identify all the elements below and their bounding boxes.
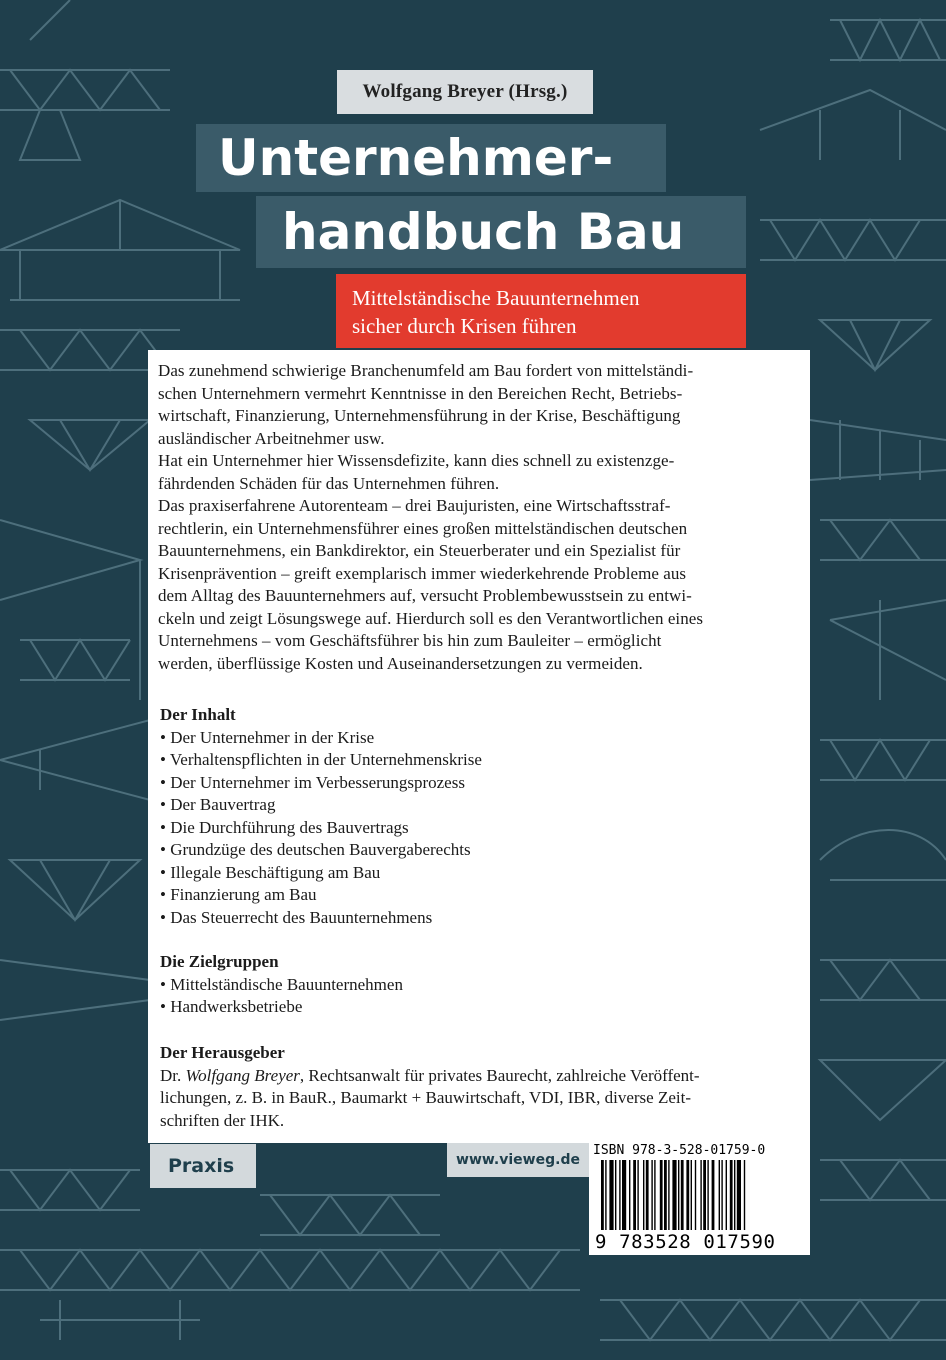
barcode-bar — [686, 1160, 689, 1230]
barcode-bar — [601, 1160, 604, 1230]
intro-line: Bauunternehmens, ein Bankdirektor, ein Steuerberater und ein Spezialist für — [158, 541, 681, 560]
intro-line: wirtschaft, Finanzierung, Unternehmensführung in der Krise, Beschäftigung — [158, 406, 681, 425]
barcode-bar — [637, 1160, 638, 1230]
barcode-bar — [654, 1160, 655, 1230]
barcode-digits: 9 783528 017590 — [595, 1231, 776, 1253]
editor-prefix: Dr. — [160, 1065, 186, 1085]
intro-line: Krisenprävention – greift exemplarisch immer wiederkehrende Probleme aus — [158, 563, 687, 583]
barcode-bar — [730, 1160, 733, 1230]
barcode-bar — [726, 1160, 727, 1230]
subtitle-line-1: Mittelständische Bauunternehmen — [352, 286, 640, 310]
intro-line: schen Unternehmern vermehrt Kenntnisse in den Bereichen Recht, Betriebs- — [158, 383, 683, 403]
barcode-bar — [668, 1160, 669, 1230]
barcode-bar — [664, 1160, 667, 1230]
barcode-bar — [703, 1160, 706, 1230]
audience-section — [160, 951, 800, 1019]
barcode-bar — [633, 1160, 636, 1230]
website-label: www.vieweg.de — [447, 1143, 589, 1177]
series-label: Praxis — [150, 1144, 256, 1188]
editor-desc: , Rechtsanwalt für privates Baurecht, zahlreiche Veröffent- — [299, 1065, 700, 1085]
barcode-bar — [744, 1160, 745, 1230]
barcode-bar — [734, 1160, 735, 1230]
contents-item: • Der Unternehmer im Verbesserungsprozess — [160, 772, 800, 795]
barcode-bar — [707, 1160, 708, 1230]
contents-section — [160, 704, 800, 929]
title-line-2: handbuch Bau — [256, 196, 746, 268]
barcode — [593, 1160, 805, 1234]
barcode-bar — [719, 1160, 720, 1230]
contents-item: • Der Unternehmer in der Krise — [160, 727, 800, 750]
contents-item: • Verhaltenspflichten in der Unternehmenskrise — [160, 749, 800, 772]
publisher-editor-heading: Der Herausgeber — [160, 1043, 285, 1062]
barcode-bar — [609, 1160, 613, 1230]
intro-line: dem Alltag des Bauunternehmers auf, versucht Problembewusstsein zu entwi- — [158, 586, 692, 605]
barcode-bar — [721, 1160, 722, 1230]
contents-item: • Der Bauvertrag — [160, 794, 800, 817]
subtitle-box — [336, 274, 746, 348]
barcode-bar — [737, 1160, 741, 1230]
contents-item: • Illegale Beschäftigung am Bau — [160, 862, 800, 885]
intro-line: Das zunehmend schwierige Branchenumfeld am Bau fordert von mittelständi- — [158, 361, 694, 380]
barcode-bar — [605, 1160, 606, 1230]
barcode-bar — [643, 1160, 644, 1230]
contents-item: • Die Durchführung des Bauvertrags — [160, 817, 800, 840]
contents-heading: Der Inhalt — [160, 705, 236, 724]
barcode-bar — [695, 1160, 696, 1230]
contents-item: • Finanzierung am Bau — [160, 884, 800, 907]
publisher-editor-line-3: schriften der IHK. — [160, 1110, 285, 1130]
intro-line: fährdenden Schäden für das Unternehmen führen. — [158, 473, 500, 493]
intro-line: ckeln und zeigt Lösungswege auf. Hierdurch soll es den Verantwortlichen eines — [158, 608, 704, 628]
barcode-bar — [615, 1160, 616, 1230]
barcode-bar — [712, 1160, 715, 1230]
barcode-bar — [700, 1160, 701, 1230]
publisher-editor-line-1 — [160, 1065, 800, 1088]
contents-item: • Das Steuerrecht des Bauunternehmens — [160, 907, 800, 930]
barcode-box — [589, 1143, 810, 1255]
subtitle-line-2: sicher durch Krisen führen — [352, 314, 577, 338]
isbn-text: ISBN 978-3-528-01759-0 — [593, 1143, 766, 1158]
publisher-editor-section — [160, 1042, 800, 1132]
audience-item: • Mittelständische Bauunternehmen — [160, 974, 800, 997]
barcode-bar — [660, 1160, 663, 1230]
intro-line: Das praxiserfahrene Autorenteam – drei Baujuristen, eine Wirtschaftsstraf- — [158, 496, 671, 515]
barcode-bar — [691, 1160, 692, 1230]
barcode-bar — [619, 1160, 620, 1230]
publisher-editor-line-2: lichungen, z. B. in BauR., Baumarkt + Bauwirtschaft, VDI, IBR, diverse Zeit- — [160, 1088, 691, 1107]
barcode-bar — [646, 1160, 649, 1230]
contents-item: • Grundzüge des deutschen Bauvergaberechts — [160, 839, 800, 862]
intro-line: rechtlerin, ein Unternehmensführer eines großen mittelständischen deutschen — [158, 518, 688, 538]
barcode-bar — [622, 1160, 626, 1230]
barcode-bar — [678, 1160, 679, 1230]
editor-name: Wolfgang Breyer — [185, 1065, 300, 1085]
title-line-1: Unternehmer- — [196, 124, 666, 192]
intro-text — [158, 360, 800, 675]
barcode-bar — [629, 1160, 630, 1230]
intro-line: Unternehmens – vom Geschäftsführer bis hin zum Bauleiter – ermöglicht — [158, 631, 662, 650]
audience-heading: Die Zielgruppen — [160, 952, 279, 971]
barcode-bar — [672, 1160, 676, 1230]
intro-line: werden, überflüssige Kosten und Auseinandersetzungen zu vermeiden. — [158, 653, 643, 673]
intro-line: ausländischer Arbeitnehmer usw. — [158, 428, 385, 448]
intro-line: Hat ein Unternehmer hier Wissensdefizite, kann dies schnell zu existenzge- — [158, 451, 675, 470]
barcode-bar — [651, 1160, 652, 1230]
audience-item: • Handwerksbetriebe — [160, 996, 800, 1019]
editor-label: Wolfgang Breyer (Hrsg.) — [337, 70, 593, 114]
description-panel — [148, 350, 810, 1143]
barcode-bar — [681, 1160, 684, 1230]
